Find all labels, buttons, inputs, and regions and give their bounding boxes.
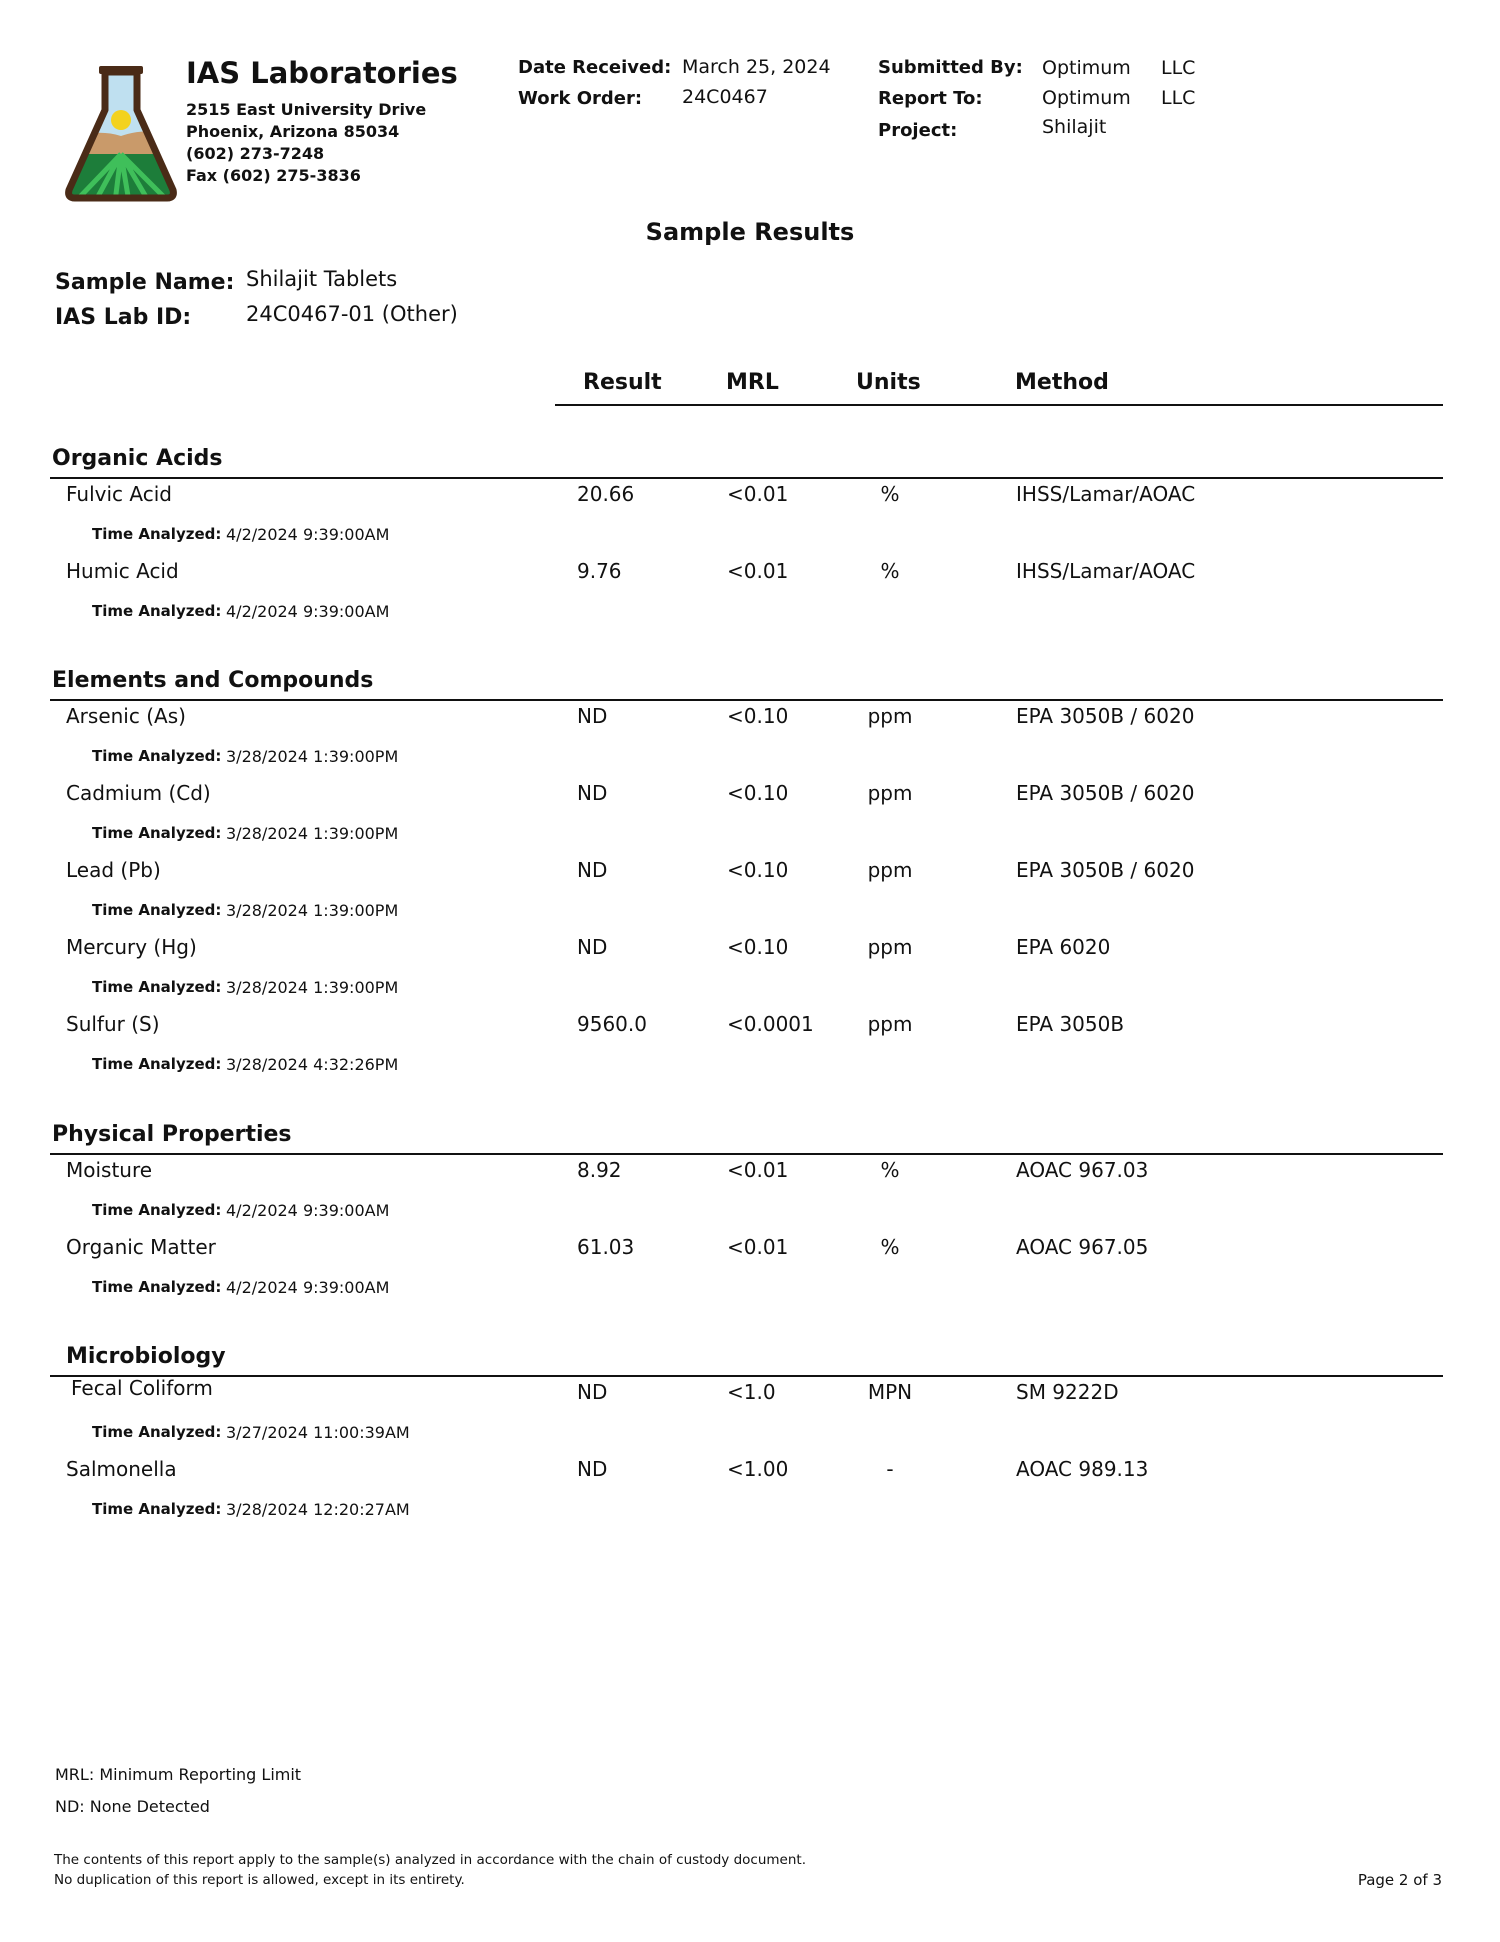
mrl-value: <0.01	[727, 482, 789, 506]
mrl-value: <0.10	[727, 858, 789, 882]
mrl-value: <1.00	[727, 1457, 789, 1481]
legend-mrl: MRL: Minimum Reporting Limit	[55, 1765, 302, 1784]
mrl-value: <0.10	[727, 935, 789, 959]
result-value: 9.76	[577, 559, 622, 583]
time-analyzed-label: Time Analyzed:	[92, 602, 222, 620]
submitted-by-label: Submitted By:	[878, 57, 1023, 78]
section-rule	[50, 1153, 1443, 1155]
time-analyzed-value: 4/2/2024 9:39:00AM	[226, 1201, 390, 1220]
units-value: %	[880, 482, 900, 506]
result-value: ND	[577, 704, 608, 728]
time-analyzed-label: Time Analyzed:	[92, 824, 222, 842]
mrl-value: <0.10	[727, 781, 789, 805]
analyte-name: Arsenic (As)	[66, 704, 186, 728]
lab-address-city: Phoenix, Arizona 85034	[186, 122, 400, 141]
units-value: MPN	[867, 1380, 913, 1404]
date-received-label: Date Received:	[518, 57, 672, 78]
time-analyzed-label: Time Analyzed:	[92, 1423, 222, 1441]
legend-nd: ND: None Detected	[55, 1797, 210, 1816]
units-value: ppm	[867, 1012, 913, 1036]
result-value: ND	[577, 781, 608, 805]
analyte-name: Sulfur (S)	[66, 1012, 160, 1036]
work-order-value: 24C0467	[682, 86, 768, 108]
result-value: ND	[577, 935, 608, 959]
units-value: %	[880, 1158, 900, 1182]
time-analyzed-value: 3/28/2024 4:32:26PM	[226, 1055, 399, 1074]
analyte-name: Fulvic Acid	[66, 482, 172, 506]
lab-phone: (602) 273-7248	[186, 144, 325, 163]
sample-name-label: Sample Name:	[55, 270, 235, 295]
lab-id-value: 24C0467-01 (Other)	[246, 302, 458, 326]
time-analyzed-label: Time Analyzed:	[92, 1500, 222, 1518]
section-rule	[50, 477, 1443, 479]
time-analyzed-label: Time Analyzed:	[92, 901, 222, 919]
method-value: EPA 3050B / 6020	[1016, 704, 1195, 728]
time-analyzed-value: 3/28/2024 1:39:00PM	[226, 747, 399, 766]
sample-name-value: Shilajit Tablets	[246, 267, 398, 291]
section-title: Elements and Compounds	[52, 668, 374, 693]
section-rule	[50, 1375, 1443, 1377]
time-analyzed-value: 4/2/2024 9:39:00AM	[226, 525, 390, 544]
time-analyzed-value: 3/28/2024 1:39:00PM	[226, 978, 399, 997]
time-analyzed-value: 4/2/2024 9:39:00AM	[226, 1278, 390, 1297]
mrl-value: <0.10	[727, 704, 789, 728]
time-analyzed-value: 3/28/2024 12:20:27AM	[226, 1500, 410, 1519]
units-value: ppm	[867, 858, 913, 882]
time-analyzed-label: Time Analyzed:	[92, 525, 222, 543]
analyte-name: Organic Matter	[66, 1235, 216, 1259]
analyte-name: Mercury (Hg)	[66, 935, 197, 959]
units-value: %	[880, 1235, 900, 1259]
time-analyzed-label: Time Analyzed:	[92, 747, 222, 765]
result-value: 61.03	[577, 1235, 635, 1259]
time-analyzed-label: Time Analyzed:	[92, 1201, 222, 1219]
method-value: EPA 3050B / 6020	[1016, 781, 1195, 805]
time-analyzed-label: Time Analyzed:	[92, 1055, 222, 1073]
submitted-by-value: Optimum LLC	[1042, 57, 1196, 79]
project-value: Shilajit	[1042, 116, 1107, 138]
method-value: EPA 3050B	[1016, 1012, 1125, 1036]
result-value: 8.92	[577, 1158, 622, 1182]
report-to-value: Optimum LLC	[1042, 87, 1196, 109]
mrl-value: <0.0001	[727, 1012, 814, 1036]
lab-name: IAS Laboratories	[186, 56, 458, 90]
result-value: ND	[577, 1457, 608, 1481]
analyte-name: Moisture	[66, 1158, 153, 1182]
lab-fax: Fax (602) 275-3836	[186, 166, 361, 185]
method-value: EPA 3050B / 6020	[1016, 858, 1195, 882]
method-value: AOAC 967.03	[1016, 1158, 1149, 1182]
section-title: Physical Properties	[52, 1122, 292, 1147]
date-received-value: March 25, 2024	[682, 56, 831, 78]
mrl-value: <0.01	[727, 1158, 789, 1182]
lab-address-street: 2515 East University Drive	[186, 100, 427, 119]
column-header-mrl: MRL	[726, 370, 779, 395]
mrl-value: <0.01	[727, 1235, 789, 1259]
analyte-name: Cadmium (Cd)	[66, 781, 211, 805]
analyte-name: Fecal Coliform	[71, 1376, 213, 1400]
section-title: Organic Acids	[52, 446, 223, 471]
lab-logo-flask-icon	[65, 62, 177, 204]
time-analyzed-label: Time Analyzed:	[92, 978, 222, 996]
units-value: ppm	[867, 704, 913, 728]
result-value: ND	[577, 858, 608, 882]
column-header-units: Units	[856, 370, 921, 395]
time-analyzed-value: 3/28/2024 1:39:00PM	[226, 901, 399, 920]
result-value: 20.66	[577, 482, 635, 506]
column-header-result: Result	[583, 370, 662, 395]
method-value: IHSS/Lamar/AOAC	[1016, 482, 1196, 506]
analyte-name: Salmonella	[66, 1457, 177, 1481]
section-rule	[50, 699, 1443, 701]
time-analyzed-value: 3/28/2024 1:39:00PM	[226, 824, 399, 843]
lab-id-label: IAS Lab ID:	[55, 305, 192, 330]
time-analyzed-label: Time Analyzed:	[92, 1278, 222, 1296]
work-order-label: Work Order:	[518, 88, 643, 109]
page-number: Page 2 of 3	[1357, 1871, 1442, 1889]
time-analyzed-value: 4/2/2024 9:39:00AM	[226, 602, 390, 621]
footer-disclaimer-line1: The contents of this report apply to the sample(s) analyzed in accordance with the chain of custody document.	[54, 1852, 806, 1868]
mrl-value: <1.0	[727, 1380, 776, 1404]
time-analyzed-value: 3/27/2024 11:00:39AM	[226, 1423, 410, 1442]
column-header-rule	[555, 404, 1443, 406]
analyte-name: Lead (Pb)	[66, 858, 161, 882]
section-title: Microbiology	[66, 1344, 226, 1369]
method-value: EPA 6020	[1016, 935, 1111, 959]
analyte-name: Humic Acid	[66, 559, 179, 583]
footer-disclaimer-line2: No duplication of this report is allowed, except in its entirety.	[54, 1872, 465, 1888]
method-value: AOAC 967.05	[1016, 1235, 1149, 1259]
method-value: AOAC 989.13	[1016, 1457, 1149, 1481]
page-title: Sample Results	[645, 218, 855, 246]
units-value: %	[880, 559, 900, 583]
report-to-label: Report To:	[878, 88, 983, 109]
column-header-method: Method	[1015, 370, 1109, 395]
units-value: -	[886, 1457, 894, 1481]
units-value: ppm	[867, 781, 913, 805]
method-value: IHSS/Lamar/AOAC	[1016, 559, 1196, 583]
method-value: SM 9222D	[1016, 1380, 1119, 1404]
mrl-value: <0.01	[727, 559, 789, 583]
units-value: ppm	[867, 935, 913, 959]
result-value: 9560.0	[577, 1012, 647, 1036]
project-label: Project:	[878, 120, 958, 141]
result-value: ND	[577, 1380, 608, 1404]
